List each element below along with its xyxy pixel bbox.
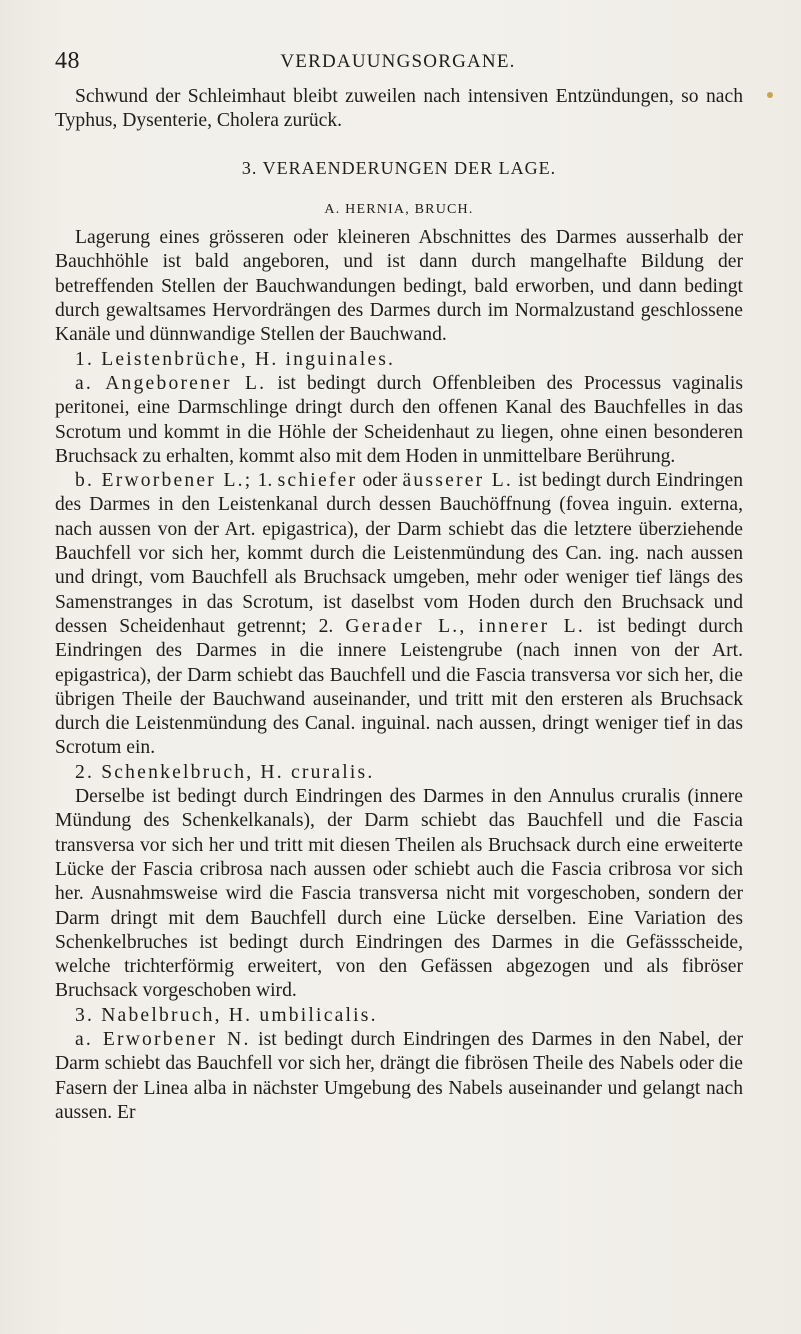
text-erworbener-2: ist bedingt durch Eindringen des Darmes in die innere Leistengrube (nach innen von der Art. epigastrica), der Darm schiebt das Bauchfell und die Fascia transversa vor sich her, die übrigen Theile der Bauchwand auseinander, und tritt mit den ersteren als Bruchsack durch die Leistenmündung des Canal. inguinal. nach aussen, dringt weniger tief in das Scrotum ein. <box>55 615 743 759</box>
running-title: VERDAUUNGSORGANE. <box>280 51 516 72</box>
text-space <box>466 616 478 637</box>
text-oder: oder <box>357 470 403 492</box>
term-angeborener: a. Angeborener L. <box>75 372 267 394</box>
section-heading: 3. VERAENDERUNGEN DER LAGE. <box>241 157 557 178</box>
term-gerader: Gerader L., <box>345 615 467 637</box>
text-angeborener: ist bedingt durch Offenbleiben des Processus vaginalis peritonei, eine Darmschlinge dringt durch den offenen Kanal des Bauchfelles in das Scrotum und kommt in die Höhle der Scheidenhaut zu liegen, ohne einen besonderen Bruchsack zu erhalten, kommt also mit dem Hoden in unmittelbare Berührung. <box>55 372 744 467</box>
text-nabelbruch: ist bedingt durch Eindringen des Darmes in den Nabel, der Darm schiebt das Bauchfell vor sich her, drängt die fibrösen Theile des Nabels oder die Fasern der Linea alba in nächster Umgebung des Nabels auseinander und gelangt nach aussen. Er <box>55 1028 743 1123</box>
term-aeusserer: äusserer L. <box>402 470 514 492</box>
paragraph-schenkelbruch: Derselbe ist bedingt durch Eindringen des Darmes in den Annulus cruralis (innere Mündung des Schenkelkanals), der Darm schiebt das Bauchfell und die Fascia transversa vor sich her und tritt mit diesen Theilen als Bruchsack durch eine erweiterte Lücke der Fascia cribrosa nach aussen oder schiebt auch die Fascia cribrosa vor sich her. Ausnahmsweise wird die Fascia transversa nicht mit vorgeschoben, sondern der Darm dringt mit dem Bauchfell durch eine Lücke derselben. Eine Variation des Schenkelbruches ist bedingt durch Eindringen des Darmes in die Gefässscheide, welche trichterförmig erweitert, von den Gefässen abgezogen und als fibröser Bruchsack vorgeschoben wird. <box>55 786 743 1002</box>
paragraph-hernia-intro: Lagerung eines grösseren oder kleineren Abschnittes des Darmes ausserhalb der Bauchhöhle ist bald angeboren, und ist dann durch mangelhafte Bildung der betreffenden Stellen der Bauchwandungen bedingt, bald erworben, und dann bedingt durch gewaltsames Hervordrängen des Darmes durch im Normalzustand geschlossene Kanäle und dünnwandige Stellen der Bauchwand. <box>55 227 743 346</box>
page-header <box>55 48 741 78</box>
page-number: 48 <box>55 48 80 74</box>
term-schiefer: schiefer <box>277 470 358 492</box>
text-erworbener-number: 1. <box>252 470 278 492</box>
heading-leistenbrueche <box>55 348 743 372</box>
term-nabelbruch: 3. Nabelbruch, H. umbilicalis. <box>75 1004 378 1026</box>
subheading: A. HERNIA, BRUCH. <box>324 201 474 217</box>
paragraph-angeborener <box>55 372 743 469</box>
heading-schenkelbruch <box>55 761 743 785</box>
term-erworbener: b. Erworbener L.; <box>75 470 253 492</box>
term-schenkelbruch: 2. Schenkelbruch, H. cruralis. <box>75 761 375 783</box>
paragraph-erworbener <box>55 469 743 761</box>
intro-paragraph: Schwund der Schleimhaut bleibt zuweilen nach intensiven Entzündungen, so nach Typhus, Dysenterie, Cholera zurück. <box>55 86 743 132</box>
paper-stain <box>767 92 773 98</box>
heading-nabelbruch <box>55 1004 743 1028</box>
body-text <box>55 85 743 1125</box>
paragraph-nabelbruch <box>55 1028 743 1125</box>
term-erworbener-n: a. Erworbener N. <box>75 1028 251 1050</box>
term-innerer: innerer L. <box>478 615 585 637</box>
text-erworbener-1: ist bedingt durch Eindringen des Darmes in den Leistenkanal durch dessen Bauchöffnung (fovea inguin. externa, nach aussen von der Art. epigastrica), der Darm schiebt das die letztere überziehende Bauchfell vor sich her, kommt durch die Leistenmündung des Can. ing. nach aussen und dringt, vom Bauchfell als Bruchsack umgeben, mehr oder weniger tief längs des Samenstranges in das Scrotum, ist daselbst vom Hoden durch den Bruchsack und dessen Scheidenhaut getrennt; 2. <box>55 470 744 637</box>
term-leistenbrueche: 1. Leistenbrüche, H. inguinales. <box>75 348 396 370</box>
